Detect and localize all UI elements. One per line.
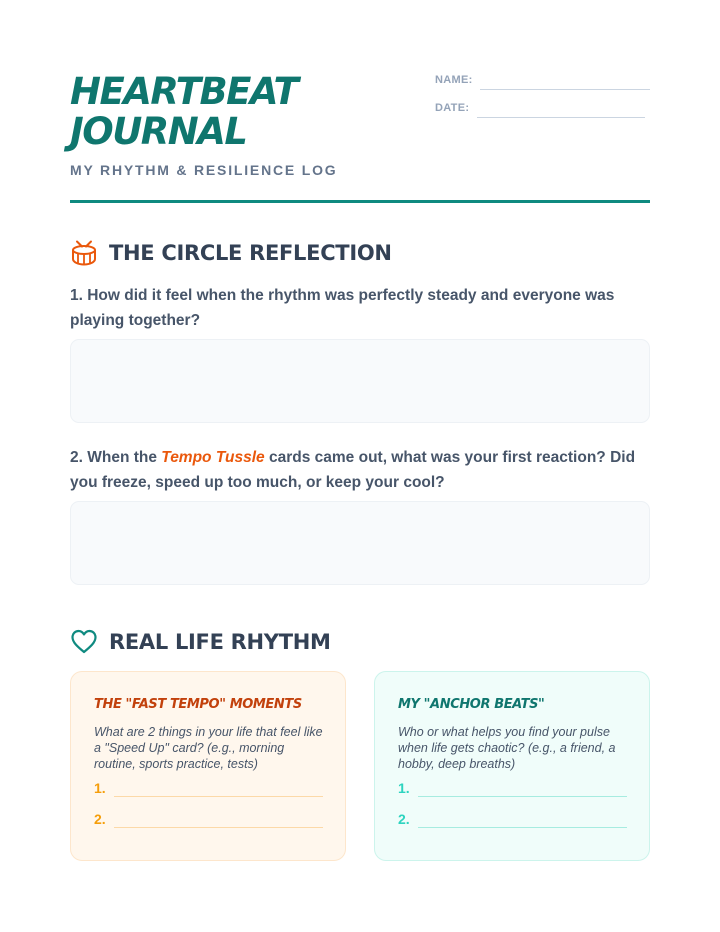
question-2-start: 2. When the: [70, 449, 162, 466]
anchor-beats-card: [374, 671, 650, 861]
card-description: What are 2 things in your life that feel like a "Speed Up" card? (e.g., morning routine, sports practice, tests): [94, 725, 323, 771]
item-number: 1.: [398, 780, 410, 796]
drum-icon: [70, 239, 98, 267]
answer-line-1[interactable]: [398, 772, 627, 803]
section-circle-reflection: [70, 237, 650, 269]
header-divider: [70, 200, 650, 203]
question-2: [70, 445, 650, 495]
heart-icon: [70, 628, 98, 656]
date-field[interactable]: [435, 100, 650, 128]
name-field[interactable]: [435, 72, 650, 100]
name-label: NAME:: [435, 74, 473, 86]
answer-box-1[interactable]: [70, 339, 650, 423]
item-number: 2.: [94, 811, 106, 827]
name-date-block: [435, 72, 650, 128]
card-description: Who or what helps you find your pulse when life gets chaotic? (e.g., a friend, a hobby, deep breaths): [398, 725, 616, 771]
card-title: THE "FAST TEMPO" MOMENTS: [94, 697, 302, 712]
fast-tempo-card: [70, 671, 346, 861]
item-number: 2.: [398, 811, 410, 827]
answer-line-2[interactable]: [398, 803, 627, 834]
tempo-tussle-highlight: Tempo Tussle: [161, 449, 265, 466]
write-line[interactable]: [114, 827, 323, 828]
item-number: 1.: [94, 780, 106, 796]
write-line[interactable]: [114, 796, 323, 797]
title-line-1: HEARTBEAT: [70, 70, 298, 113]
answer-box-2[interactable]: [70, 501, 650, 585]
journal-subtitle: MY RHYTHM & RESILIENCE LOG: [70, 162, 338, 178]
date-label: DATE:: [435, 102, 470, 114]
card-title: MY "ANCHOR BEATS": [398, 697, 545, 712]
write-line[interactable]: [418, 827, 627, 828]
write-line[interactable]: [418, 796, 627, 797]
title-line-2: JOURNAL: [70, 110, 247, 153]
question-2-end: cards came out, what was your first reaction? Did you freeze, speed up too much, or keep your cool?: [70, 449, 636, 491]
question-1: 1. How did it feel when the rhythm was perfectly steady and everyone was playing together?: [70, 287, 615, 329]
section-title: THE CIRCLE REFLECTION: [109, 241, 392, 265]
section-real-life-rhythm: [70, 626, 650, 658]
name-line[interactable]: [480, 89, 650, 90]
answer-line-2[interactable]: [94, 803, 323, 834]
answer-line-1[interactable]: [94, 772, 323, 803]
section-title: REAL LIFE RHYTHM: [109, 630, 331, 654]
date-line[interactable]: [477, 117, 645, 118]
journal-header: [70, 72, 650, 182]
